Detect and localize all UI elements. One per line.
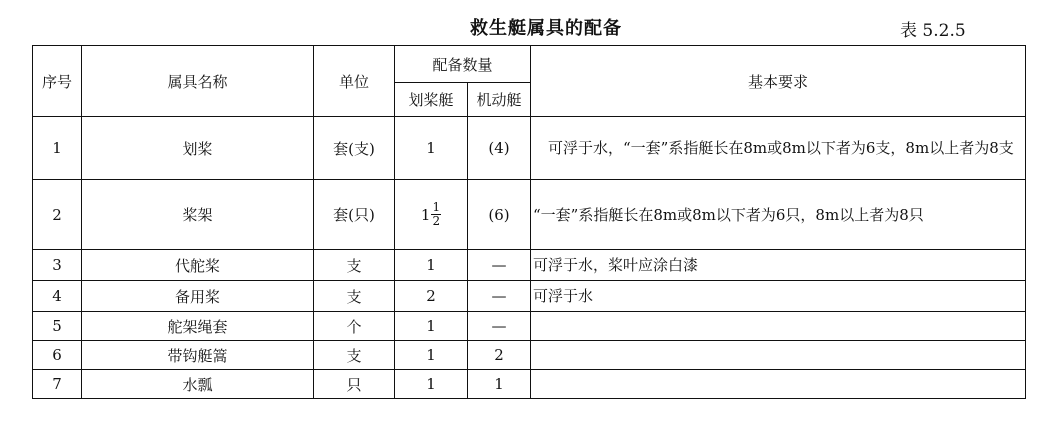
row-index: 3 — [33, 250, 82, 281]
row-motorboat-qty: (6) — [468, 180, 531, 250]
row-name: 备用桨 — [82, 281, 314, 312]
table-row — [33, 117, 1026, 180]
row-unit: 套(支) — [314, 117, 395, 180]
row-requirement — [531, 341, 1026, 370]
row-unit: 支 — [314, 250, 395, 281]
fraction-whole: 1 — [420, 205, 431, 224]
row-rowboat-qty: 1 — [395, 117, 468, 180]
mixed-fraction — [421, 201, 441, 228]
row-rowboat-qty: 2 — [395, 281, 468, 312]
row-name: 桨架 — [82, 180, 314, 250]
row-index: 5 — [33, 312, 82, 341]
row-requirement: “一套”系指艇长在8m或8m以下者为6只，8m以上者为8只 — [531, 180, 1026, 250]
table-number: 表 5.2.5 — [900, 21, 966, 41]
header-quantity: 配备数量 — [395, 46, 531, 83]
row-requirement — [531, 370, 1026, 399]
table-row — [33, 180, 1026, 250]
row-index: 1 — [33, 117, 82, 180]
header-index: 序号 — [33, 46, 82, 117]
row-unit: 个 — [314, 312, 395, 341]
row-unit: 只 — [314, 370, 395, 399]
table-row — [33, 370, 1026, 399]
row-requirement: 可浮于水，桨叶应涂白漆 — [531, 250, 1026, 281]
equipment-table — [32, 45, 1026, 399]
header-unit: 单位 — [314, 46, 395, 117]
row-unit: 支 — [314, 281, 395, 312]
row-motorboat-qty: — — [468, 281, 531, 312]
header-name: 属具名称 — [82, 46, 314, 117]
row-motorboat-qty: 2 — [468, 341, 531, 370]
row-index: 6 — [33, 341, 82, 370]
table-row — [33, 312, 1026, 341]
row-motorboat-qty: — — [468, 250, 531, 281]
row-rowboat-qty: 1 — [395, 250, 468, 281]
row-rowboat-qty — [395, 180, 468, 250]
row-rowboat-qty: 1 — [395, 312, 468, 341]
row-index: 4 — [33, 281, 82, 312]
table-row — [33, 281, 1026, 312]
header-rowboat: 划桨艇 — [395, 83, 468, 117]
row-unit: 支 — [314, 341, 395, 370]
header-requirements: 基本要求 — [531, 46, 1026, 117]
fraction-numerator: 1 — [432, 200, 441, 214]
row-requirement: 可浮于水 — [531, 281, 1026, 312]
row-requirement — [531, 312, 1026, 341]
row-rowboat-qty: 1 — [395, 341, 468, 370]
table-row — [33, 341, 1026, 370]
row-rowboat-qty: 1 — [395, 370, 468, 399]
row-index: 2 — [33, 180, 82, 250]
row-requirement: 可浮于水，“一套”系指艇长在8m或8m以下者为6支，8m以上者为8支 — [531, 117, 1026, 180]
row-index: 7 — [33, 370, 82, 399]
fraction-denominator: 2 — [432, 214, 441, 228]
table-title: 救生艇属具的配备 — [470, 18, 622, 39]
table-row — [33, 250, 1026, 281]
row-motorboat-qty: (4) — [468, 117, 531, 180]
row-name: 舵架绳套 — [82, 312, 314, 341]
row-name: 代舵桨 — [82, 250, 314, 281]
row-name: 带钩艇篙 — [82, 341, 314, 370]
row-unit: 套(只) — [314, 180, 395, 250]
row-motorboat-qty: — — [468, 312, 531, 341]
row-name: 水瓢 — [82, 370, 314, 399]
row-motorboat-qty: 1 — [468, 370, 531, 399]
header-motorboat: 机动艇 — [468, 83, 531, 117]
row-name: 划桨 — [82, 117, 314, 180]
